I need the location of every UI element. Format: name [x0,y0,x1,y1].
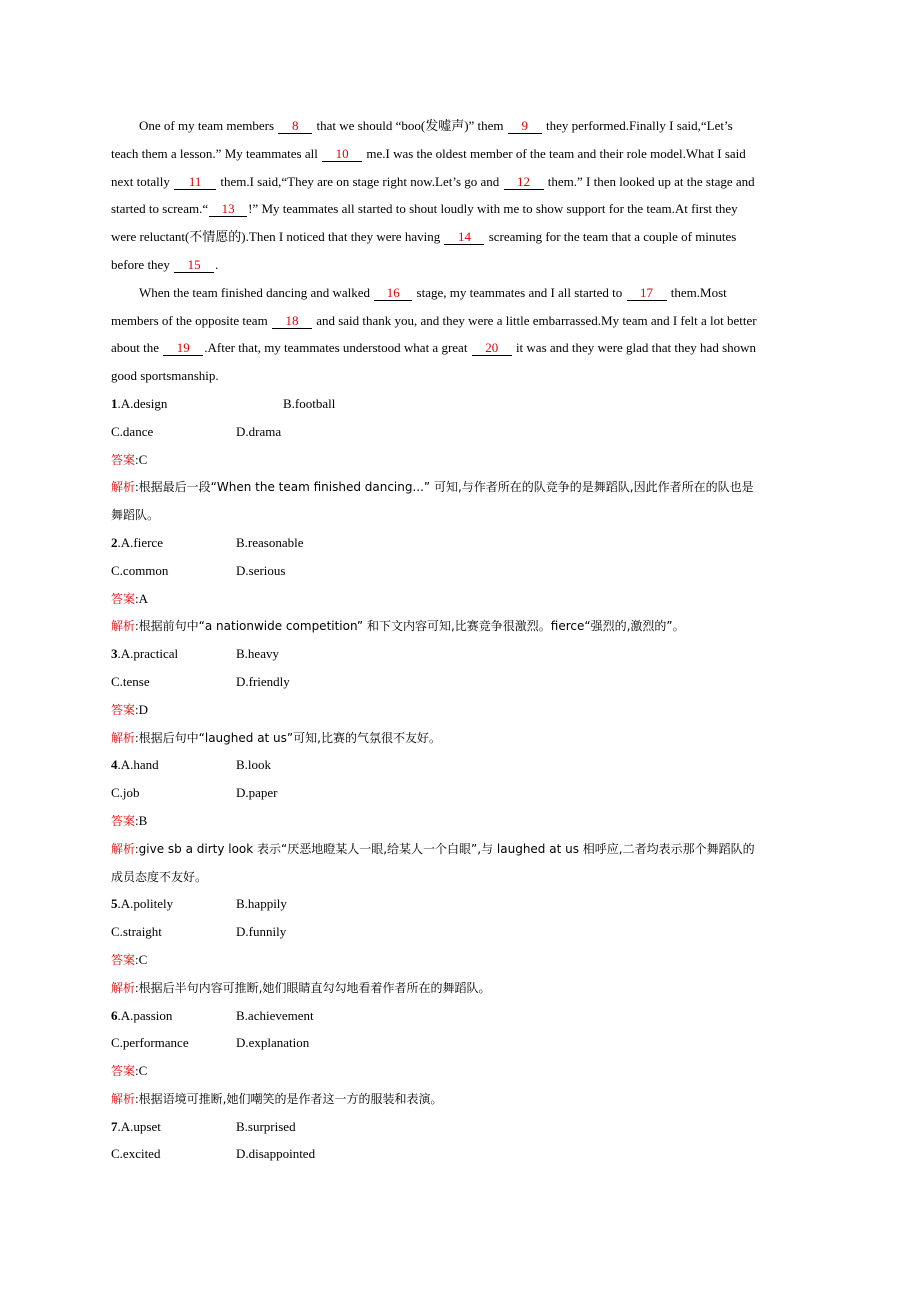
option-d: D.disappointed [236,1146,316,1162]
text: them.” I then looked up at the stage and [544,173,755,189]
answer-label: 答案 [111,591,136,606]
options-row [111,1113,806,1141]
passage-line [111,168,806,196]
answer-label: 答案 [111,952,136,967]
option-a: 7.A.upset [111,1118,161,1134]
analysis-text: give sb a dirty look 表示“厌恶地瞪某人一眼,给某人一个白眼”,与 laughed at us 相呼应,二者均表示那个舞蹈队的 [138,841,755,856]
text: they performed.Finally I said,“Let’s [542,118,733,133]
analysis-text: 根据后句中“laughed at us”可知,比赛的气氛很不友好。 [138,730,441,745]
text: When the team finished dancing and walked [139,284,374,300]
option-c: C.tense [111,673,150,689]
answer-value: :C [135,451,148,467]
answer-line [111,1057,806,1085]
option-c: C.straight [111,924,162,940]
answer-value: :C [135,951,148,967]
text: !” My teammates all started to shout loudly with me to show support for the team.At first they [248,201,738,217]
text: One of my team members [139,118,278,133]
blank-9: 9 [508,119,542,134]
analysis-label: 解析 [111,619,136,634]
option-d: D.explanation [236,1035,310,1051]
analysis-line [111,501,806,529]
options-row [111,1140,806,1168]
option-b: B.heavy [236,646,279,662]
option-c: C.excited [111,1146,161,1162]
document-page [111,112,806,1168]
text: good sportsmanship. [111,368,219,384]
question-6 [111,1002,806,1113]
analysis-line: 解析:根据前句中“a nationwide competition” 和下文内容可知,比赛竞争很激烈。fierce“强烈的,激烈的”。 [111,618,685,634]
option-b: B.achievement [236,1007,314,1023]
text: stage, my teammates and I all started to [413,284,626,300]
answer-line [111,946,806,974]
passage-line [111,251,806,279]
option-c: C.dance [111,423,154,439]
options-row [111,751,806,779]
option-d: D.friendly [236,673,290,689]
analysis-text: 成员态度不友好。 [111,869,208,884]
option-b: B.happily [236,896,287,912]
analysis-line: 解析:give sb a dirty look 表示“厌恶地瞪某人一眼,给某人一个白眼”,与 laughed at us 相呼应,二者均表示那个舞蹈队的 [111,840,755,856]
text: were reluctant(不情愿的).Then I noticed that they were having [111,229,444,245]
blank-12: 12 [504,175,544,190]
blank-17: 17 [627,286,667,301]
blank-16: 16 [374,286,412,301]
blank-10: 10 [322,147,362,162]
options-row [111,890,806,918]
analysis-label: 解析 [111,730,136,745]
option-a: 5.A.politely [111,896,174,912]
analysis-text: 根据前句中“a nationwide competition” 和下文内容可知,比赛竞争很激烈。fierce“强烈的,激烈的”。 [138,619,685,634]
options-row [111,1029,806,1057]
text: . [215,256,219,272]
blank-19: 19 [163,341,203,356]
options-row [111,390,806,418]
text: me.I was the oldest member of the team and their role model.What I said [363,145,746,161]
analysis-text: 根据后半句内容可推断,她们眼睛直勾勾地看着作者所在的舞蹈队。 [138,980,491,995]
text: .After that, my teammates understood what a great [204,340,471,356]
text: it was and they were glad that they had shown [512,340,757,356]
options-row [111,668,806,696]
blank-13: 13 [209,202,247,217]
option-c: C.performance [111,1035,189,1051]
options-row [111,779,806,807]
option-d: D.serious [236,562,286,578]
analysis-label: 解析 [111,1091,136,1106]
option-b: B.football [283,395,336,411]
options-row [111,918,806,946]
text: next totally [111,173,174,189]
blank-11: 11 [174,175,216,190]
answer-line [111,807,806,835]
question-5 [111,890,806,1001]
option-a: 4.A.hand [111,757,159,773]
analysis-label: 解析 [111,841,136,856]
passage-line [111,279,806,307]
text: teach them a lesson.” My teammates all [111,145,322,161]
text: screaming for the team that a couple of minutes [485,229,737,245]
answer-line [111,585,806,613]
answer-label: 答案 [111,1064,136,1079]
option-a: 2.A.fierce [111,534,163,550]
analysis-label: 解析 [111,980,136,995]
option-c: C.job [111,785,140,801]
passage-line [111,334,806,362]
analysis-line: 解析:根据后句中“laughed at us”可知,比赛的气氛很不友好。 [111,729,441,745]
blank-20: 20 [472,341,512,356]
text: them.Most [667,284,727,300]
option-d: D.paper [236,785,278,801]
options-row [111,529,806,557]
options-row [111,557,806,585]
analysis-text: 根据最后一段“When the team finished dancing...” 可知,与作者所在的队竞争的是舞蹈队,因此作者所在的队也是 [138,480,754,495]
option-b: B.reasonable [236,534,304,550]
text: started to scream.“ [111,201,209,217]
passage-line [111,362,806,390]
passage-line [111,112,806,140]
question-7 [111,1113,806,1169]
passage-line [111,307,806,335]
analysis-line [111,863,806,891]
text: before they [111,256,174,272]
question-3 [111,640,806,751]
answer-value: :B [135,812,148,828]
blank-14: 14 [444,230,484,245]
blank-15: 15 [174,258,214,273]
analysis-line: 解析:根据后半句内容可推断,她们眼睛直勾勾地看着作者所在的舞蹈队。 [111,979,491,995]
option-c: C.common [111,562,169,578]
answer-value: :D [135,701,149,717]
answer-value: :C [135,1063,148,1079]
text: about the [111,340,163,356]
answer-label: 答案 [111,702,136,717]
option-b: B.surprised [236,1118,296,1134]
text: them.I said,“They are on stage right now.Let’s go and [217,173,503,189]
text: and said thank you, and they were a little embarrassed.My team and I felt a lot better [312,312,757,328]
blank-8: 8 [278,119,312,134]
option-a: 6.A.passion [111,1007,173,1023]
answer-line [111,696,806,724]
blank-18: 18 [272,314,312,329]
options-row [111,640,806,668]
analysis-text: 根据语境可推断,她们嘲笑的是作者这一方的服装和表演。 [138,1091,443,1106]
analysis-line: 解析:根据最后一段“When the team finished dancing...” 可知,与作者所在的队竞争的是舞蹈队,因此作者所在的队也是 [111,479,754,495]
option-b: B.look [236,757,272,773]
question-1 [111,390,806,529]
analysis-line: 解析:根据语境可推断,她们嘲笑的是作者这一方的服装和表演。 [111,1090,443,1106]
passage-paragraph-1 [111,112,806,279]
question-2 [111,529,806,640]
options-row [111,1002,806,1030]
passage-line [111,140,806,168]
passage-line [111,223,806,251]
text: members of the opposite team [111,312,271,328]
answer-label: 答案 [111,813,136,828]
question-4 [111,751,806,890]
passage-line [111,195,806,223]
analysis-text: 舞蹈队。 [111,508,160,523]
answer-label: 答案 [111,452,136,467]
option-d: D.drama [236,423,282,439]
options-row [111,418,806,446]
passage-paragraph-2 [111,279,806,390]
option-d: D.funnily [236,924,287,940]
option-a: 1.A.design [111,395,168,411]
text: that we should “boo(发嘘声)” them [313,118,507,133]
analysis-label: 解析 [111,480,136,495]
option-a: 3.A.practical [111,646,179,662]
answer-line [111,446,806,474]
answer-value: :A [135,590,149,606]
